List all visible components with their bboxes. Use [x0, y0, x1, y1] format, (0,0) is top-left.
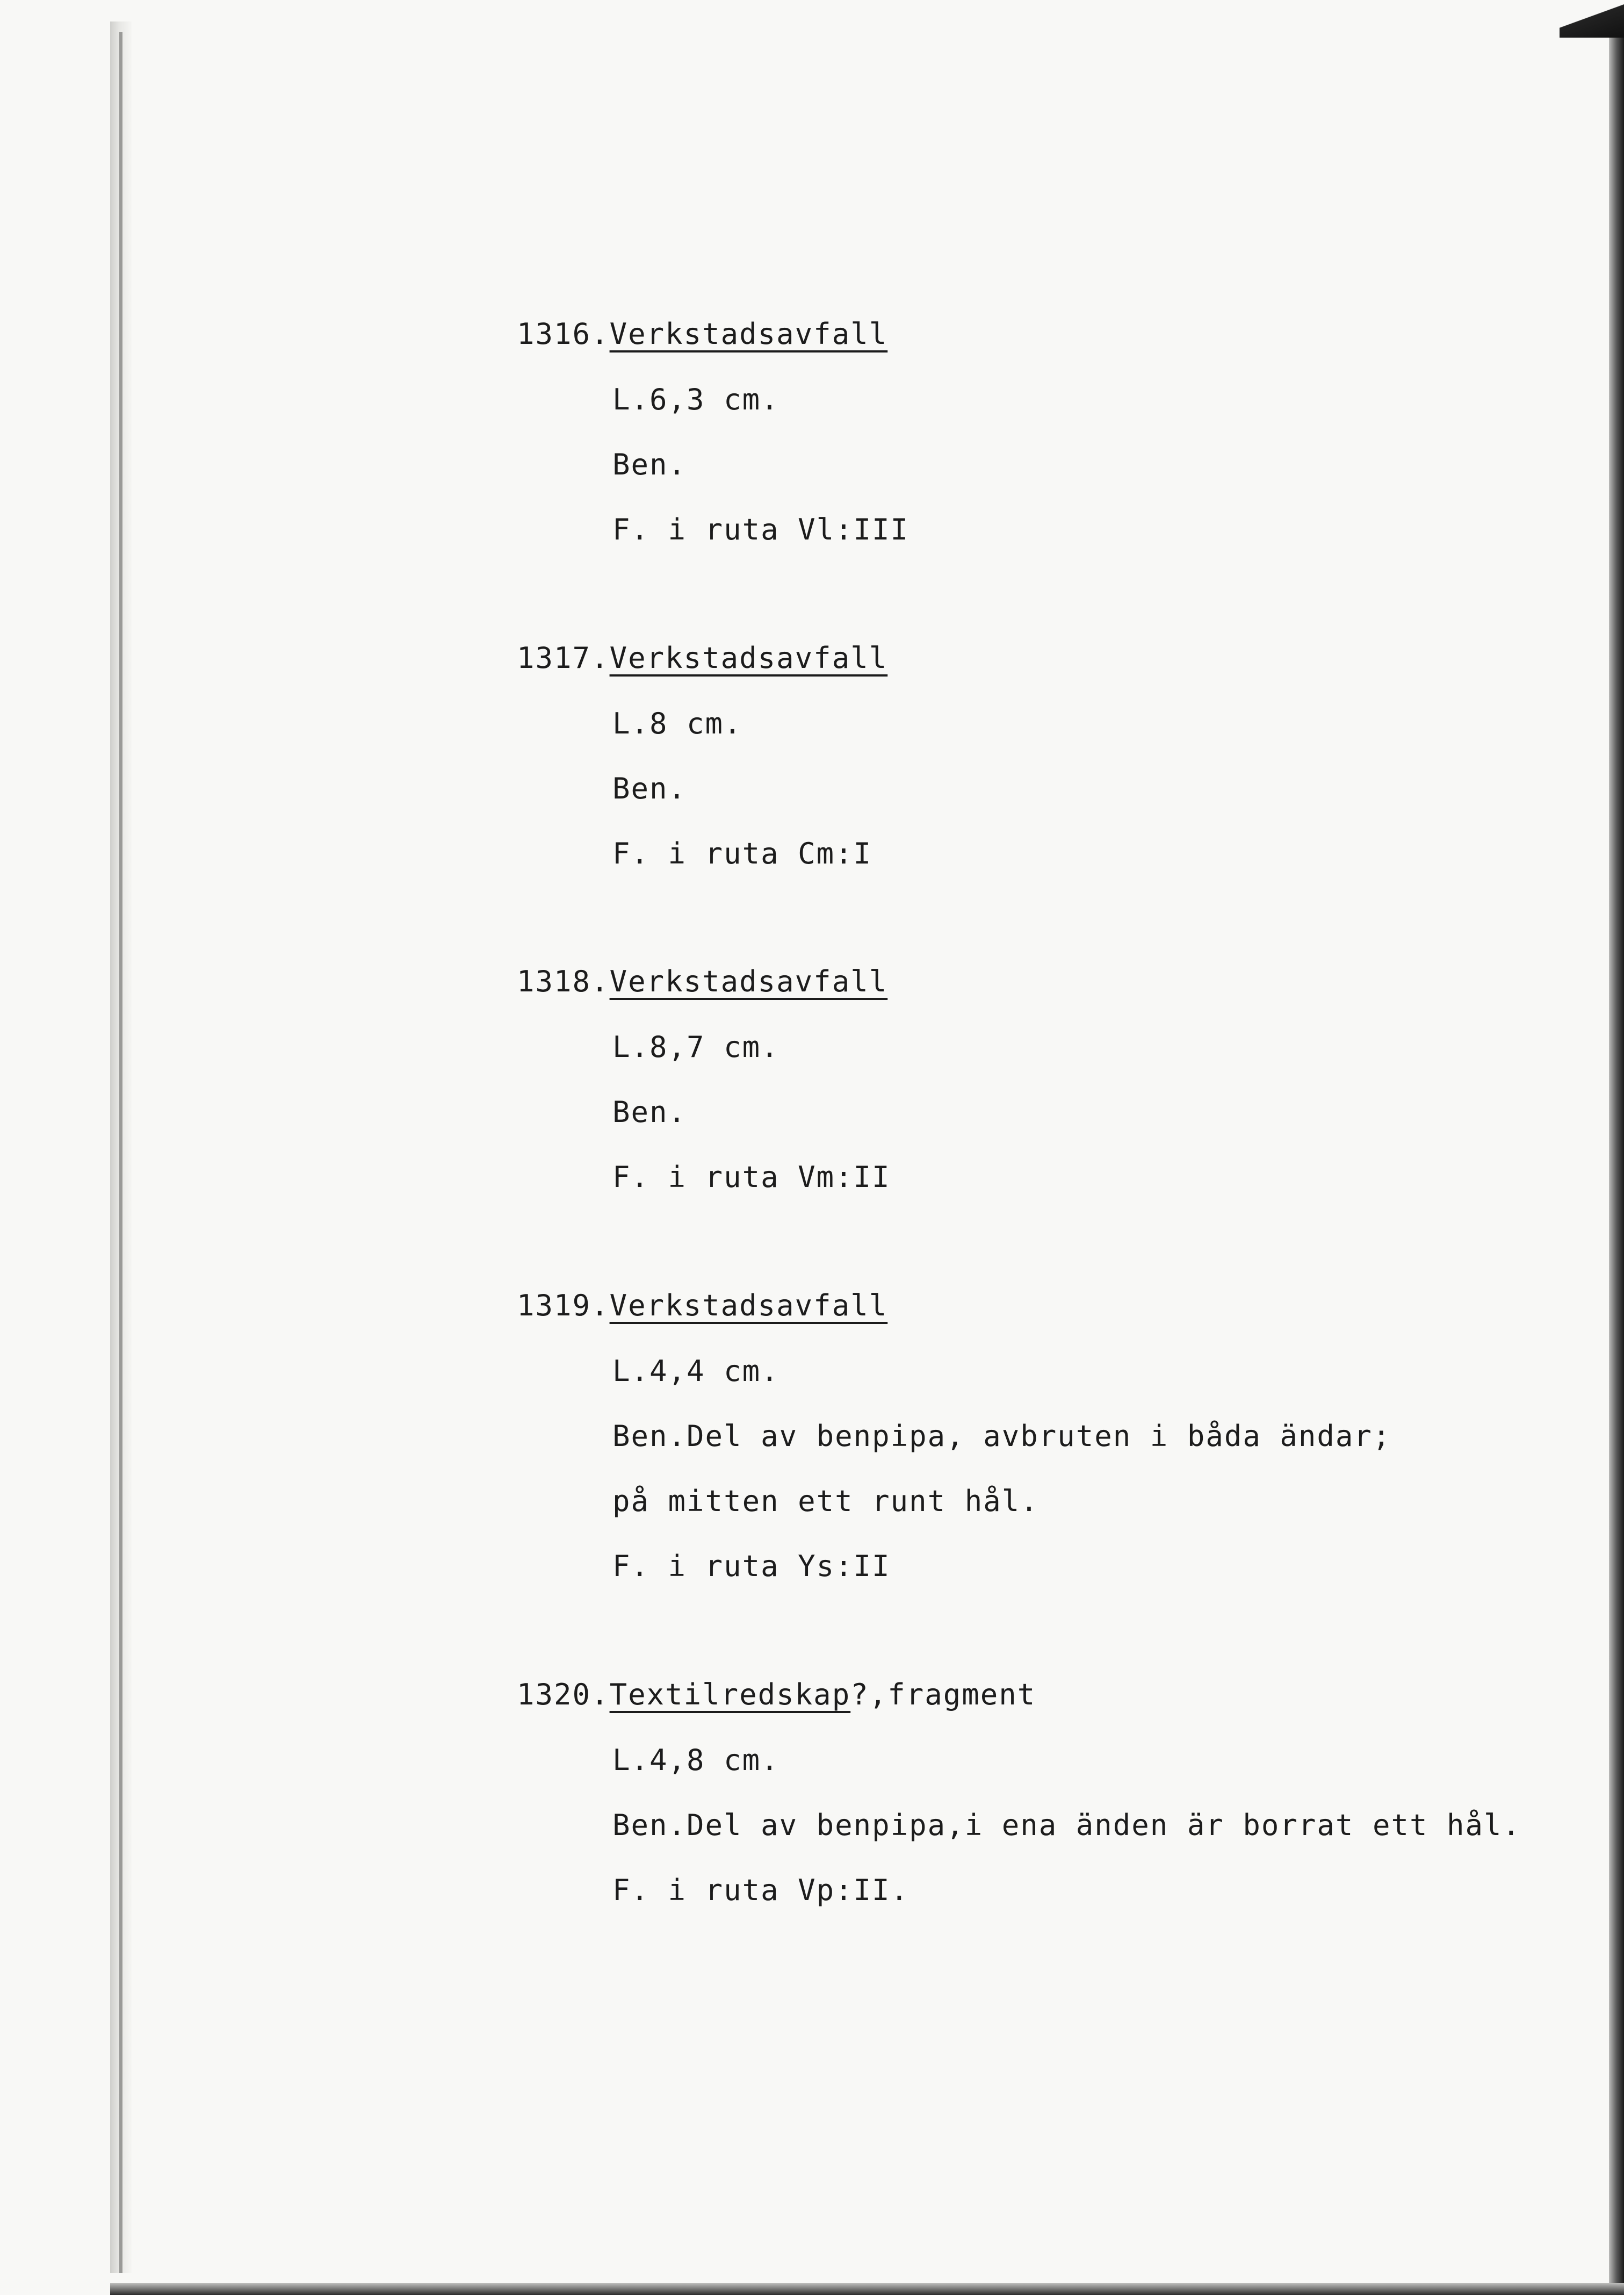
- entry-length: L.4,8 cm.: [612, 1743, 779, 1777]
- entry-title: Textilredskap: [609, 1678, 851, 1711]
- entry-heading: [517, 965, 887, 998]
- entry-description: Ben.Del av benpipa, avbruten i båda ändar;: [612, 1419, 1391, 1453]
- entry-length: L.6,3 cm.: [612, 383, 779, 416]
- entry-title: Verkstadsavfall: [609, 317, 888, 351]
- entry-title: Verkstadsavfall: [609, 965, 888, 998]
- entry-find-location: F. i ruta Vp:II.: [612, 1873, 910, 1907]
- entry-number: 1319.: [517, 1289, 610, 1322]
- entry-find-location: F. i ruta Vl:III: [612, 513, 910, 546]
- entry-title: Verkstadsavfall: [609, 1289, 888, 1322]
- entry-description-continued: på mitten ett runt hål.: [612, 1484, 1039, 1518]
- entry-heading: [517, 1289, 887, 1322]
- entry-description: Ben.Del av benpipa,i ena änden är borrat ett hål.: [612, 1808, 1521, 1842]
- entry-title: Verkstadsavfall: [609, 641, 888, 675]
- entry-number: 1317.: [517, 641, 610, 675]
- entry-find-location: F. i ruta Vm:II: [612, 1160, 891, 1194]
- entry-material: Ben.: [612, 448, 687, 481]
- entry-heading: [517, 1678, 1036, 1711]
- entry-material: Ben.: [612, 1095, 687, 1129]
- entry-length: L.8 cm.: [612, 707, 742, 740]
- entry-number: 1316.: [517, 317, 610, 351]
- entry-number: 1318.: [517, 965, 610, 998]
- entry-find-location: F. i ruta Ys:II: [612, 1549, 891, 1583]
- entry-length: L.8,7 cm.: [612, 1030, 779, 1064]
- entry-length: L.4,4 cm.: [612, 1354, 779, 1388]
- entry-material: Ben.: [612, 772, 687, 805]
- entry-find-location: F. i ruta Cm:I: [612, 837, 872, 870]
- entry-heading: [517, 317, 887, 351]
- entry-heading: [517, 641, 887, 675]
- entry-title-suffix: ?,fragment: [850, 1678, 1036, 1711]
- entry-number: 1320.: [517, 1678, 610, 1711]
